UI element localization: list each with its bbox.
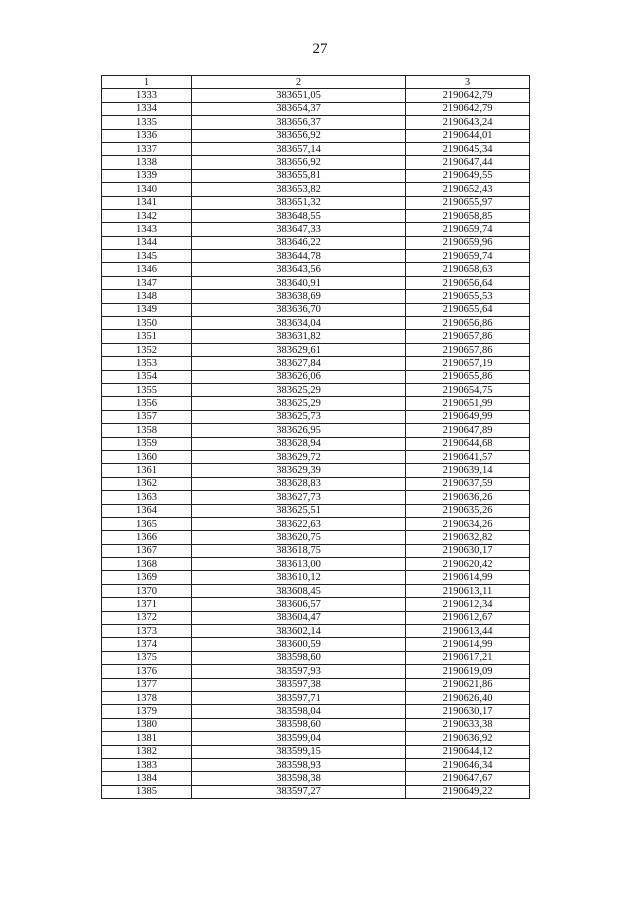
point-number-cell: 1380: [102, 718, 192, 731]
point-number-cell: 1382: [102, 745, 192, 758]
x-coordinate-cell: 383598,60: [192, 651, 406, 664]
point-number-cell: 1350: [102, 317, 192, 330]
point-number-cell: 1337: [102, 142, 192, 155]
y-coordinate-cell: 2190634,26: [406, 517, 530, 530]
point-number-cell: 1362: [102, 477, 192, 490]
table-row: [102, 611, 530, 624]
point-number-cell: 1379: [102, 705, 192, 718]
x-coordinate-cell: 383629,39: [192, 464, 406, 477]
x-coordinate-cell: 383620,75: [192, 531, 406, 544]
table-row: [102, 142, 530, 155]
point-number-cell: 1385: [102, 785, 192, 798]
table-row: [102, 464, 530, 477]
y-coordinate-cell: 2190617,21: [406, 651, 530, 664]
y-coordinate-cell: 2190644,12: [406, 745, 530, 758]
y-coordinate-cell: 2190621,86: [406, 678, 530, 691]
y-coordinate-cell: 2190651,99: [406, 397, 530, 410]
table-row: [102, 290, 530, 303]
table-row: [102, 732, 530, 745]
x-coordinate-cell: 383628,83: [192, 477, 406, 490]
y-coordinate-cell: 2190641,57: [406, 450, 530, 463]
point-number-cell: 1363: [102, 491, 192, 504]
y-coordinate-cell: 2190644,68: [406, 437, 530, 450]
table-row: [102, 772, 530, 785]
point-number-cell: 1333: [102, 89, 192, 102]
y-coordinate-cell: 2190630,17: [406, 705, 530, 718]
x-coordinate-cell: 383627,73: [192, 491, 406, 504]
table-row: [102, 424, 530, 437]
table-row: [102, 504, 530, 517]
x-coordinate-cell: 383625,29: [192, 383, 406, 396]
point-number-cell: 1384: [102, 772, 192, 785]
point-number-cell: 1344: [102, 236, 192, 249]
page-number: 27: [312, 41, 328, 57]
y-coordinate-cell: 2190643,24: [406, 116, 530, 129]
y-coordinate-cell: 2190612,67: [406, 611, 530, 624]
point-number-cell: 1369: [102, 571, 192, 584]
x-coordinate-cell: 383651,05: [192, 89, 406, 102]
x-coordinate-cell: 383643,56: [192, 263, 406, 276]
x-coordinate-cell: 383602,14: [192, 625, 406, 638]
table-row: [102, 598, 530, 611]
table-row: [102, 691, 530, 704]
x-coordinate-cell: 383638,69: [192, 290, 406, 303]
point-number-cell: 1359: [102, 437, 192, 450]
point-number-cell: 1340: [102, 183, 192, 196]
y-coordinate-cell: 2190642,79: [406, 89, 530, 102]
point-number-cell: 1381: [102, 732, 192, 745]
table-row: [102, 625, 530, 638]
point-number-cell: 1339: [102, 169, 192, 182]
x-coordinate-cell: 383625,73: [192, 410, 406, 423]
table-row: [102, 330, 530, 343]
point-number-cell: 1366: [102, 531, 192, 544]
point-number-cell: 1346: [102, 263, 192, 276]
y-coordinate-cell: 2190613,11: [406, 584, 530, 597]
point-number-cell: 1335: [102, 116, 192, 129]
y-coordinate-cell: 2190642,79: [406, 102, 530, 115]
x-coordinate-cell: 383598,04: [192, 705, 406, 718]
coordinates-table: [101, 75, 530, 799]
y-coordinate-cell: 2190645,34: [406, 142, 530, 155]
y-coordinate-cell: 2190613,44: [406, 625, 530, 638]
x-coordinate-cell: 383657,14: [192, 142, 406, 155]
table-row: [102, 558, 530, 571]
table-row: [102, 571, 530, 584]
table-row: [102, 209, 530, 222]
y-coordinate-cell: 2190636,26: [406, 491, 530, 504]
y-coordinate-cell: 2190649,22: [406, 785, 530, 798]
x-coordinate-cell: 383597,93: [192, 665, 406, 678]
point-number-cell: 1351: [102, 330, 192, 343]
x-coordinate-cell: 383613,00: [192, 558, 406, 571]
point-number-cell: 1375: [102, 651, 192, 664]
y-coordinate-cell: 2190647,89: [406, 424, 530, 437]
table-row: [102, 638, 530, 651]
table-row: [102, 169, 530, 182]
x-coordinate-cell: 383606,57: [192, 598, 406, 611]
x-coordinate-cell: 383618,75: [192, 544, 406, 557]
table-row: [102, 450, 530, 463]
table-row: [102, 397, 530, 410]
y-coordinate-cell: 2190657,86: [406, 330, 530, 343]
table-row: [102, 665, 530, 678]
table-row: [102, 276, 530, 289]
y-coordinate-cell: 2190636,92: [406, 732, 530, 745]
column-header-2: 2: [192, 76, 406, 89]
point-number-cell: 1352: [102, 343, 192, 356]
y-coordinate-cell: 2190654,75: [406, 383, 530, 396]
x-coordinate-cell: 383626,06: [192, 370, 406, 383]
point-number-cell: 1364: [102, 504, 192, 517]
table-body: [102, 89, 530, 799]
x-coordinate-cell: 383656,92: [192, 129, 406, 142]
table-row: [102, 303, 530, 316]
table-row: [102, 317, 530, 330]
point-number-cell: 1367: [102, 544, 192, 557]
table-row: [102, 410, 530, 423]
point-number-cell: 1358: [102, 424, 192, 437]
x-coordinate-cell: 383648,55: [192, 209, 406, 222]
x-coordinate-cell: 383626,95: [192, 424, 406, 437]
x-coordinate-cell: 383644,78: [192, 250, 406, 263]
x-coordinate-cell: 383656,37: [192, 116, 406, 129]
point-number-cell: 1342: [102, 209, 192, 222]
table-row: [102, 196, 530, 209]
table-row: [102, 129, 530, 142]
point-number-cell: 1360: [102, 450, 192, 463]
table-row: [102, 250, 530, 263]
table-row: [102, 223, 530, 236]
x-coordinate-cell: 383629,61: [192, 343, 406, 356]
y-coordinate-cell: 2190655,97: [406, 196, 530, 209]
point-number-cell: 1361: [102, 464, 192, 477]
y-coordinate-cell: 2190619,09: [406, 665, 530, 678]
table-row: [102, 183, 530, 196]
x-coordinate-cell: 383597,27: [192, 785, 406, 798]
x-coordinate-cell: 383636,70: [192, 303, 406, 316]
y-coordinate-cell: 2190656,64: [406, 276, 530, 289]
table-row: [102, 383, 530, 396]
y-coordinate-cell: 2190637,59: [406, 477, 530, 490]
point-number-cell: 1348: [102, 290, 192, 303]
point-number-cell: 1370: [102, 584, 192, 597]
y-coordinate-cell: 2190652,43: [406, 183, 530, 196]
x-coordinate-cell: 383629,72: [192, 450, 406, 463]
point-number-cell: 1373: [102, 625, 192, 638]
point-number-cell: 1368: [102, 558, 192, 571]
point-number-cell: 1377: [102, 678, 192, 691]
point-number-cell: 1371: [102, 598, 192, 611]
table-row: [102, 437, 530, 450]
y-coordinate-cell: 2190649,99: [406, 410, 530, 423]
y-coordinate-cell: 2190614,99: [406, 638, 530, 651]
x-coordinate-cell: 383627,84: [192, 357, 406, 370]
table-row: [102, 343, 530, 356]
y-coordinate-cell: 2190612,34: [406, 598, 530, 611]
y-coordinate-cell: 2190655,53: [406, 290, 530, 303]
y-coordinate-cell: 2190630,17: [406, 544, 530, 557]
x-coordinate-cell: 383655,81: [192, 169, 406, 182]
y-coordinate-cell: 2190657,19: [406, 357, 530, 370]
table-row: [102, 651, 530, 664]
header-row: [102, 76, 530, 89]
x-coordinate-cell: 383597,38: [192, 678, 406, 691]
table-row: [102, 102, 530, 115]
x-coordinate-cell: 383597,71: [192, 691, 406, 704]
x-coordinate-cell: 383654,37: [192, 102, 406, 115]
point-number-cell: 1338: [102, 156, 192, 169]
y-coordinate-cell: 2190647,67: [406, 772, 530, 785]
x-coordinate-cell: 383640,91: [192, 276, 406, 289]
point-number-cell: 1349: [102, 303, 192, 316]
point-number-cell: 1347: [102, 276, 192, 289]
y-coordinate-cell: 2190659,74: [406, 223, 530, 236]
point-number-cell: 1336: [102, 129, 192, 142]
x-coordinate-cell: 383600,59: [192, 638, 406, 651]
point-number-cell: 1334: [102, 102, 192, 115]
table-row: [102, 491, 530, 504]
y-coordinate-cell: 2190658,63: [406, 263, 530, 276]
table-row: [102, 745, 530, 758]
x-coordinate-cell: 383628,94: [192, 437, 406, 450]
x-coordinate-cell: 383604,47: [192, 611, 406, 624]
y-coordinate-cell: 2190633,38: [406, 718, 530, 731]
x-coordinate-cell: 383599,04: [192, 732, 406, 745]
y-coordinate-cell: 2190646,34: [406, 758, 530, 771]
y-coordinate-cell: 2190614,99: [406, 571, 530, 584]
table-row: [102, 357, 530, 370]
x-coordinate-cell: 383598,60: [192, 718, 406, 731]
point-number-cell: 1343: [102, 223, 192, 236]
table-row: [102, 370, 530, 383]
y-coordinate-cell: 2190644,01: [406, 129, 530, 142]
x-coordinate-cell: 383647,33: [192, 223, 406, 236]
table-row: [102, 531, 530, 544]
y-coordinate-cell: 2190659,96: [406, 236, 530, 249]
x-coordinate-cell: 383656,92: [192, 156, 406, 169]
x-coordinate-cell: 383634,04: [192, 317, 406, 330]
x-coordinate-cell: 383625,51: [192, 504, 406, 517]
y-coordinate-cell: 2190655,86: [406, 370, 530, 383]
table-row: [102, 718, 530, 731]
x-coordinate-cell: 383646,22: [192, 236, 406, 249]
table-row: [102, 705, 530, 718]
y-coordinate-cell: 2190647,44: [406, 156, 530, 169]
y-coordinate-cell: 2190635,26: [406, 504, 530, 517]
point-number-cell: 1365: [102, 517, 192, 530]
point-number-cell: 1376: [102, 665, 192, 678]
y-coordinate-cell: 2190658,85: [406, 209, 530, 222]
y-coordinate-cell: 2190632,82: [406, 531, 530, 544]
point-number-cell: 1374: [102, 638, 192, 651]
point-number-cell: 1341: [102, 196, 192, 209]
table-row: [102, 156, 530, 169]
y-coordinate-cell: 2190649,55: [406, 169, 530, 182]
table-row: [102, 263, 530, 276]
table-row: [102, 785, 530, 798]
x-coordinate-cell: 383599,15: [192, 745, 406, 758]
point-number-cell: 1345: [102, 250, 192, 263]
point-number-cell: 1357: [102, 410, 192, 423]
x-coordinate-cell: 383651,32: [192, 196, 406, 209]
table-row: [102, 584, 530, 597]
column-header-1: 1: [102, 76, 192, 89]
point-number-cell: 1372: [102, 611, 192, 624]
point-number-cell: 1356: [102, 397, 192, 410]
point-number-cell: 1383: [102, 758, 192, 771]
x-coordinate-cell: 383631,82: [192, 330, 406, 343]
column-header-3: 3: [406, 76, 530, 89]
y-coordinate-cell: 2190626,40: [406, 691, 530, 704]
table-row: [102, 477, 530, 490]
table-row: [102, 758, 530, 771]
x-coordinate-cell: 383625,29: [192, 397, 406, 410]
y-coordinate-cell: 2190657,86: [406, 343, 530, 356]
x-coordinate-cell: 383610,12: [192, 571, 406, 584]
point-number-cell: 1355: [102, 383, 192, 396]
point-number-cell: 1378: [102, 691, 192, 704]
y-coordinate-cell: 2190639,14: [406, 464, 530, 477]
y-coordinate-cell: 2190659,74: [406, 250, 530, 263]
y-coordinate-cell: 2190656,86: [406, 317, 530, 330]
point-number-cell: 1354: [102, 370, 192, 383]
point-number-cell: 1353: [102, 357, 192, 370]
x-coordinate-cell: 383598,38: [192, 772, 406, 785]
y-coordinate-cell: 2190655,64: [406, 303, 530, 316]
table-row: [102, 544, 530, 557]
table-row: [102, 517, 530, 530]
x-coordinate-cell: 383653,82: [192, 183, 406, 196]
x-coordinate-cell: 383622,63: [192, 517, 406, 530]
table-header: [102, 76, 530, 89]
table-row: [102, 89, 530, 102]
table-row: [102, 116, 530, 129]
x-coordinate-cell: 383598,93: [192, 758, 406, 771]
x-coordinate-cell: 383608,45: [192, 584, 406, 597]
table-row: [102, 236, 530, 249]
y-coordinate-cell: 2190620,42: [406, 558, 530, 571]
table-row: [102, 678, 530, 691]
